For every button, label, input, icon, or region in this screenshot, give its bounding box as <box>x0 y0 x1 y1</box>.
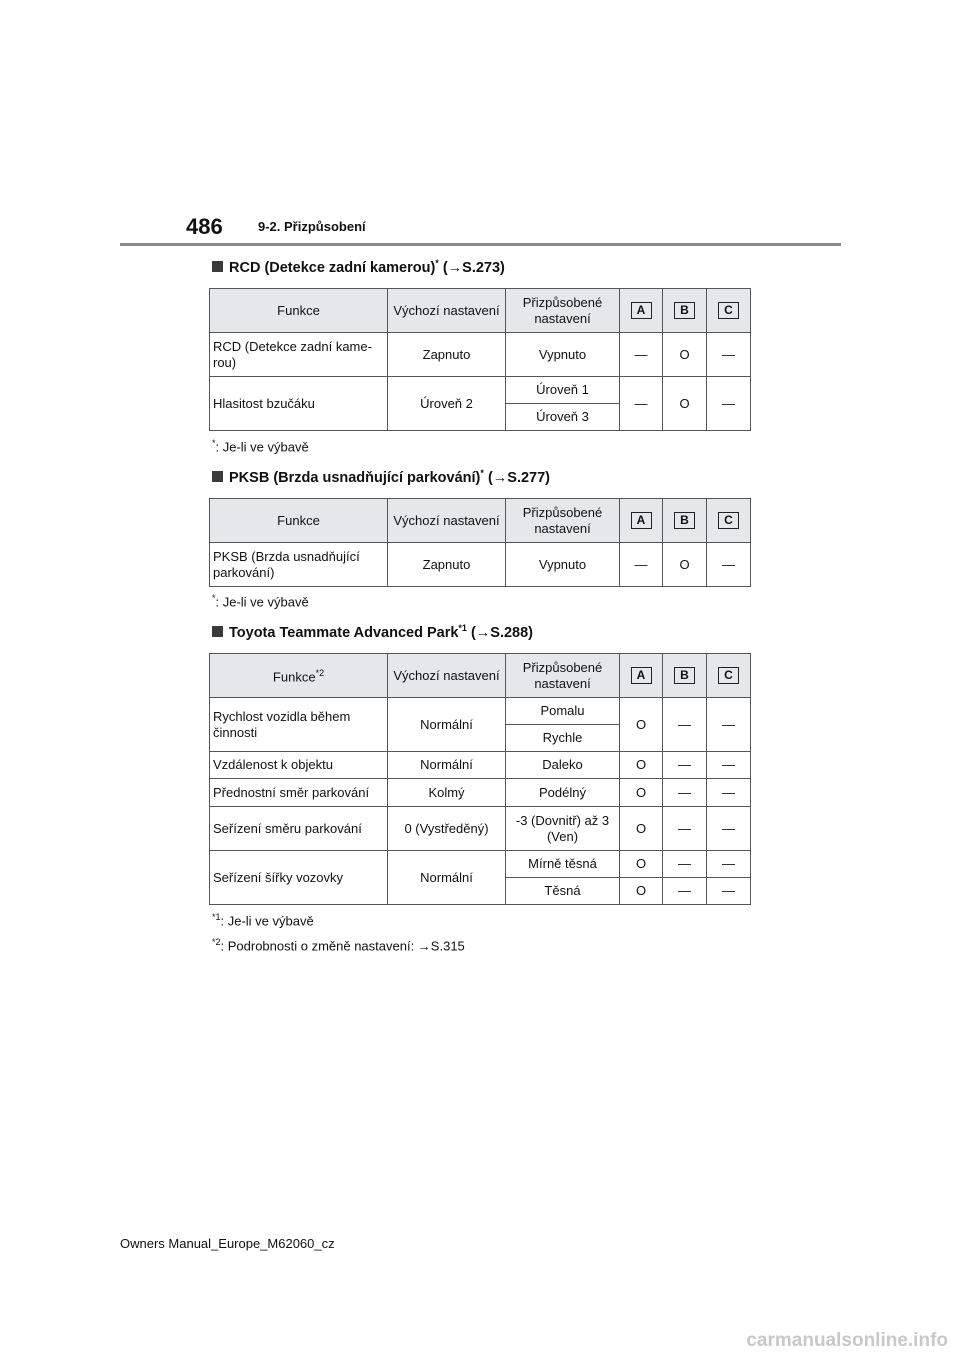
settings-table-rcd <box>209 288 751 431</box>
square-bullet-icon <box>212 626 223 637</box>
chapter-title: 9-2. Přizpůsobení <box>258 219 366 234</box>
table-row: Těsná O — — <box>210 878 751 905</box>
table-row: Seřízení směru parkování 0 (Vystředěný) -3 (Dovnitř) až 3 (Ven) O — — <box>210 807 751 851</box>
letter-a-box: A <box>631 667 652 684</box>
column-header-default: Výchozí nastavení <box>388 654 506 698</box>
section-heading-pksb: PKSB (Brzda usnadňující parkování)* (→S.277) <box>212 468 550 486</box>
page-reference-link[interactable]: (→S.277) <box>487 469 550 486</box>
column-header-default: Výchozí nastavení <box>388 499 506 543</box>
table-row: PKSB (Brzda usnadňující parkování) Zapnuto Vypnuto — O — <box>210 543 751 587</box>
page-reference-link[interactable]: (→S.288) <box>470 624 534 641</box>
letter-c-box: C <box>718 512 739 529</box>
letter-b-box: B <box>674 512 695 529</box>
footnote: $^{*2}$: Podrobnosti o změně nastavení: →S.315 <box>212 937 465 954</box>
table-row: Rychle <box>210 725 751 752</box>
section-heading-advanced-park: Toyota Teammate Advanced Park$^{*1}$ (→S.288) <box>212 623 533 641</box>
column-header-b <box>663 499 707 543</box>
letter-a-box: A <box>631 512 652 529</box>
column-header-a <box>620 654 663 698</box>
settings-table-pksb <box>209 498 751 587</box>
column-header-function: Funkce$^{*2}$ <box>210 654 388 698</box>
page-reference-link[interactable]: (→S.273) <box>442 259 505 276</box>
letter-b-box: B <box>674 302 695 319</box>
table-row: Seřízení šířky vozovky Normální Mírně těsná O — — <box>210 851 751 878</box>
column-header-a <box>620 499 663 543</box>
letter-b-box: B <box>674 667 695 684</box>
square-bullet-icon <box>212 471 223 482</box>
footnote: *: Je-li ve výbavě <box>212 438 309 455</box>
settings-table-advanced-park <box>209 653 751 905</box>
table-row: RCD (Detekce zadní kame-rou) Zapnuto Vypnuto — O — <box>210 333 751 377</box>
square-bullet-icon <box>212 261 223 272</box>
column-header-custom: Přizpůsobené nastavení <box>506 499 620 543</box>
column-header-custom: Přizpůsobené nastavení <box>506 654 620 698</box>
footnote: *: Je-li ve výbavě <box>212 593 309 610</box>
header-rule <box>120 243 841 246</box>
column-header-function: Funkce <box>210 499 388 543</box>
column-header-default: Výchozí nastavení <box>388 289 506 333</box>
table-row: Přednostní směr parkování Kolmý Podélný O — — <box>210 779 751 807</box>
page-number: 486 <box>186 214 223 239</box>
column-header-function: Funkce <box>210 289 388 333</box>
table-row: Úroveň 3 <box>210 404 751 431</box>
column-header-c <box>707 289 751 333</box>
column-header-b <box>663 654 707 698</box>
letter-c-box: C <box>718 667 739 684</box>
table-row: Rychlost vozidla během činnosti Normální Pomalu O — — <box>210 698 751 725</box>
column-header-custom: Přizpůsobené nastavení <box>506 289 620 333</box>
letter-c-box: C <box>718 302 739 319</box>
column-header-a <box>620 289 663 333</box>
watermark: carmanualsonline.info <box>746 1330 948 1351</box>
footnote: $^{*1}$: Je-li ve výbavě <box>212 912 314 929</box>
column-header-c <box>707 499 751 543</box>
letter-a-box: A <box>631 302 652 319</box>
column-header-b <box>663 289 707 333</box>
column-header-c <box>707 654 751 698</box>
table-row: Hlasitost bzučáku Úroveň 2 Úroveň 1 — O — <box>210 377 751 404</box>
table-row: Vzdálenost k objektu Normální Daleko O — — <box>210 752 751 779</box>
section-heading-rcd: RCD (Detekce zadní kamerou)* (→S.273) <box>212 258 505 276</box>
footer-doc-id: Owners Manual_Europe_M62060_cz <box>120 1236 335 1251</box>
